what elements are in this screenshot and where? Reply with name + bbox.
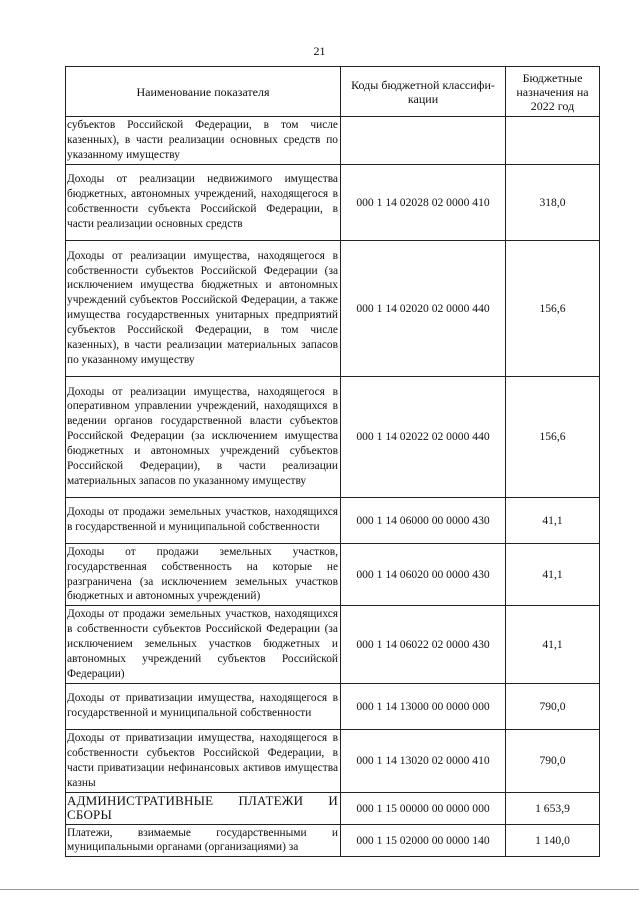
row-code: 000 1 14 06000 00 0000 430 bbox=[341, 497, 506, 543]
row-amount: 1 140,0 bbox=[506, 824, 600, 857]
row-name: Доходы от реализации имущества, находящегося в собственности субъектов Российской Федерации (за исключением имущества бюджетных и автономных учреждений субъектов Российской Федерации, а также имущества государственных унитарных предприятий субъектов Российской Федерации, в том числе казенных), в части реализации материальных запасов по указанному имуществу bbox=[66, 240, 341, 376]
row-amount: 41,1 bbox=[506, 606, 600, 684]
table-row bbox=[66, 117, 600, 165]
row-amount: 790,0 bbox=[506, 729, 600, 792]
row-code: 000 1 14 02020 02 0000 440 bbox=[341, 240, 506, 376]
row-amount: 41,1 bbox=[506, 543, 600, 606]
table-row bbox=[66, 683, 600, 729]
table-row bbox=[66, 606, 600, 684]
row-amount: 318,0 bbox=[506, 164, 600, 240]
row-name: Доходы от реализации имущества, находящегося в оперативном управлении учреждений, находящихся в ведении органов государственной власти субъектов Российской Федерации (за исключением имущества бюджетных и автономных учреждений субъектов Российской Федерации), в части реализации материальных запасов по указанному имуществу bbox=[66, 376, 341, 497]
row-amount: 1 653,9 bbox=[506, 792, 600, 824]
table-row bbox=[66, 824, 600, 857]
row-code: 000 1 15 02000 00 0000 140 bbox=[341, 824, 506, 857]
row-code: 000 1 14 02022 02 0000 440 bbox=[341, 376, 506, 497]
row-name: Доходы от приватизации имущества, находящегося в собственности субъектов Российской Федерации, в части приватизации нефинансовых активов имущества казны bbox=[66, 729, 341, 792]
row-amount: 156,6 bbox=[506, 240, 600, 376]
table-row bbox=[66, 497, 600, 543]
row-amount: 790,0 bbox=[506, 683, 600, 729]
row-name: Доходы от продажи земельных участков, государственная собственность на которые не разграничена (за исключением земельных участков бюджетных и автономных учреждений) bbox=[66, 543, 341, 606]
row-amount: 41,1 bbox=[506, 497, 600, 543]
table-row bbox=[66, 543, 600, 606]
row-code bbox=[341, 117, 506, 165]
row-code: 000 1 14 06020 00 0000 430 bbox=[341, 543, 506, 606]
row-code: 000 1 14 02028 02 0000 410 bbox=[341, 164, 506, 240]
row-code: 000 1 15 00000 00 0000 000 bbox=[341, 792, 506, 824]
header-code: Коды бюджетной классифи-кации bbox=[341, 67, 506, 117]
row-code: 000 1 14 13020 02 0000 410 bbox=[341, 729, 506, 792]
row-name: субъектов Российской Федерации, в том числе казенных), в части реализации основных средств по указанному имуществу bbox=[66, 117, 341, 165]
table-row bbox=[66, 376, 600, 497]
page-bottom-divider bbox=[0, 889, 639, 890]
table-header-row bbox=[66, 67, 600, 117]
row-name: АДМИНИСТРАТИВНЫЕ ПЛАТЕЖИ И СБОРЫ bbox=[66, 792, 341, 824]
row-name: Доходы от реализации недвижимого имущества бюджетных, автономных учреждений, находящегося в собственности субъекта Российской Федерации, в части реализации основных средств bbox=[66, 164, 341, 240]
header-amount: Бюджетные назначения на 2022 год bbox=[506, 67, 600, 117]
page-number: 21 bbox=[313, 44, 326, 58]
budget-table bbox=[65, 66, 600, 857]
row-name: Доходы от продажи земельных участков, находящихся в государственной и муниципальной собственности bbox=[66, 497, 341, 543]
row-name: Доходы от приватизации имущества, находящегося в государственной и муниципальной собственности bbox=[66, 683, 341, 729]
table-row bbox=[66, 729, 600, 792]
table-row bbox=[66, 164, 600, 240]
row-amount bbox=[506, 117, 600, 165]
row-name: Платежи, взимаемые государственными и муниципальными органами (организациями) за bbox=[66, 824, 341, 857]
table-row bbox=[66, 792, 600, 824]
table-row bbox=[66, 240, 600, 376]
row-amount: 156,6 bbox=[506, 376, 600, 497]
row-code: 000 1 14 13000 00 0000 000 bbox=[341, 683, 506, 729]
header-name: Наименование показателя bbox=[66, 67, 341, 117]
row-code: 000 1 14 06022 02 0000 430 bbox=[341, 606, 506, 684]
row-name: Доходы от продажи земельных участков, находящихся в собственности субъектов Российской Федерации (за исключением земельных участков бюджетных и автономных учреждений субъектов Российской Федерации) bbox=[66, 606, 341, 684]
